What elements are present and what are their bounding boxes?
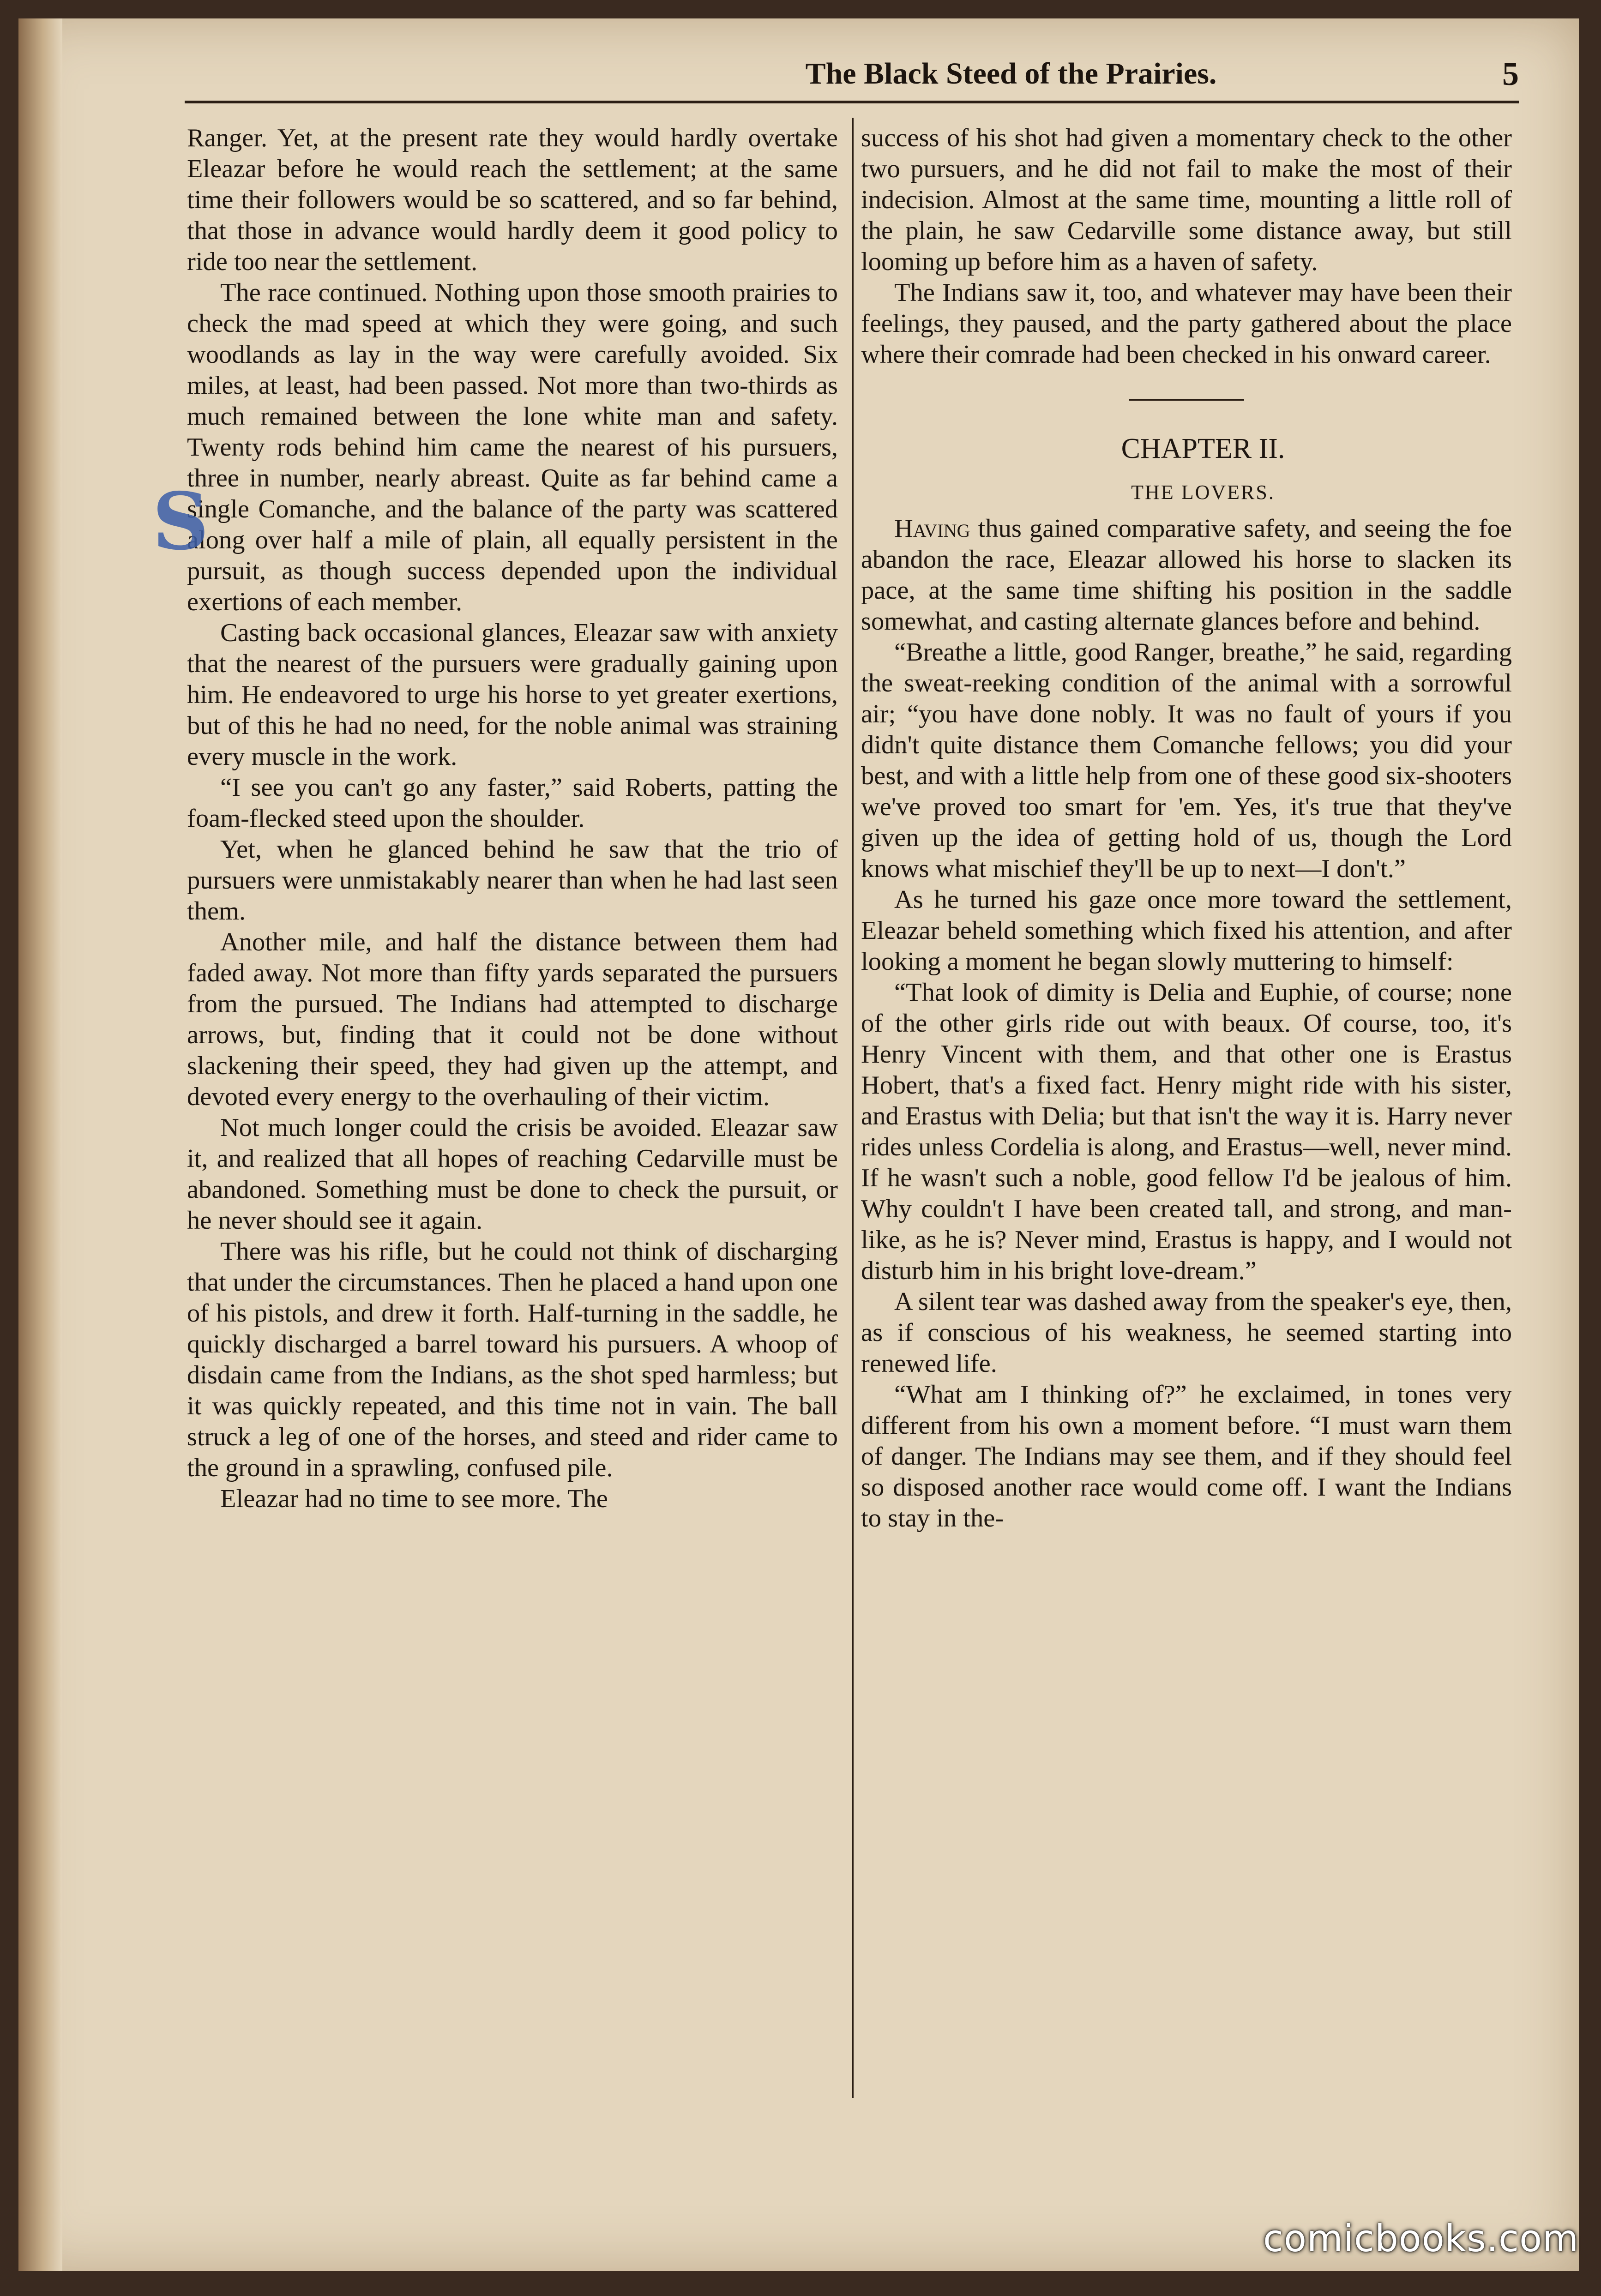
paragraph: A silent tear was dashed away from the speaker's eye, then, as if conscious of his weakness, he seemed starting into renewed life. xyxy=(861,1287,1512,1378)
paragraph: As he turned his gaze once more toward the settlement, Eleazar beheld something which fixed his attention, and after looking a moment he began slowly muttering to himself: xyxy=(861,885,1512,976)
paragraph: success of his shot had given a momentary check to the other two pursuers, and he did not fail to make the most of their indecision. Almost at the same time, mounting a little roll of the plain, he saw Cedarville some distance away, but still looming up before him as a haven of safety. xyxy=(861,124,1512,276)
paragraph: Casting back occasional glances, Eleazar saw with anxiety that the nearest of the pursuers were gradually gaining upon him. He endeavored to urge his horse to yet greater exertions, but of this he had no need, for the noble animal was straining every muscle in the work. xyxy=(187,619,838,771)
header-rule xyxy=(185,101,1519,103)
paragraph: “I see you can't go any faster,” said Roberts, patting the foam-flecked steed upon the shoulder. xyxy=(187,773,838,833)
paragraph: The Indians saw it, too, and whatever may have been their feelings, they paused, and the party gathered about the place where their comrade had been checked in his onward career. xyxy=(861,278,1512,369)
chapter-lead-word: Having xyxy=(894,514,970,543)
paragraph: Not much longer could the crisis be avoided. Eleazar saw it, and realized that all hopes of reaching Cedarville must be abandoned. Something must be done to check the pursuit, or he never should see it again. xyxy=(187,1113,838,1235)
paragraph: Ranger. Yet, at the present rate they would hardly overtake Eleazar before he would reach the settlement; at the same time their followers would be so scattered, and so far behind, that those in advance would hardly deem it good policy to ride too near the settlement. xyxy=(187,124,838,276)
paragraph: The race continued. Nothing upon those smooth prairies to check the mad speed at which they were going, and such woodlands as lay in the way were carefully avoided. Six miles, at least, had been passed. Not more than two-thirds as much remained between the lone white man and safety. Twenty rods behind him came the nearest of his pursuers, three in number, nearly abreast. Quite as far behind came a single Comanche, and the balance of the party was scattered along over half a mile of plain, all equally persistent in the pursuit, as though success depended upon the individual exertions of each member. xyxy=(187,278,838,616)
page-number: 5 xyxy=(1502,55,1519,92)
paragraph: “Breathe a little, good Ranger, breathe,” he said, regarding the sweat-reeking condition of the animal with a sorrowful air; “you have done nobly. It was no fault of yours if you didn't quite distance them Comanche fellows; you did your best, and with a little help from one of these good six-shooters we've proved too smart for 'em. Yes, it's true that they've given up the idea of getting hold of us, though the Lord knows what mischief they'll be up to next—I don't.” xyxy=(861,638,1512,883)
chapter-divider xyxy=(861,370,1512,426)
paragraph: “That look of dimity is Delia and Euphie, of course; none of the other girls ride out with beaux. Of course, too, it's Henry Vincent with them, and that other one is Erastus Hobert, that's a fixed fact. Henry might ride with his sister, and Erastus with Delia; but that isn't the way it is. Harry never rides unless Cordelia is along, and Erastus—well, never mind. If he wasn't such a noble, good fellow I'd be jealous of him. Why couldn't I have been created tall, and strong, and man-like, as he is? Never mind, Erastus is happy, and I would not disturb him in his bright love-dream.” xyxy=(861,978,1512,1285)
paragraph: Another mile, and half the distance between them had faded away. Not more than fifty yards separated the pursuers from the pursued. The Indians had attempted to discharge arrows, but, finding that it could not be done without slackening their speed, they had given up the attempt, and devoted every energy to the overhauling of their victim. xyxy=(187,928,838,1111)
chapter-title: CHAPTER II. xyxy=(1121,433,1285,464)
site-watermark: comicbooks.com xyxy=(1263,2217,1579,2260)
chapter-opening-paragraph xyxy=(861,513,1512,637)
column-divider xyxy=(852,118,854,2098)
running-title: The Black Steed of the Prairies. xyxy=(805,57,1217,90)
chapter-subtitle: THE LOVERS. xyxy=(1131,481,1275,504)
paragraph: Yet, when he glanced behind he saw that the trio of pursuers were unmistakably nearer than when he had last seen them. xyxy=(187,835,838,926)
binding-edge xyxy=(18,18,62,2271)
left-column xyxy=(187,123,838,1515)
paragraph: Eleazar had no time to see more. The xyxy=(220,1485,608,1513)
ink-stamp-letter: S xyxy=(152,475,209,568)
chapter-lead-text: thus gained comparative safety, and seeing the foe abandon the race, Eleazar allowed his horse to slacken its pace, at the same time shifting his position in the saddle somewhat, and casting alternate glances before and behind. xyxy=(861,514,1512,636)
right-column xyxy=(861,123,1512,1534)
paragraph: “What am I thinking of?” he exclaimed, in tones very different from his own a moment before. “I must warn them of danger. The Indians may see them, and if they should feel so disposed another race would come off. I want the Indians to stay in the- xyxy=(861,1380,1512,1533)
paragraph: There was his rifle, but he could not think of discharging that under the circumstances. Then he placed a hand upon one of his pistols, and drew it forth. Half-turning in the saddle, he quickly discharged a barrel toward his pursuers. A whoop of disdain came from the Indians, as the shot sped harmless; but it was quickly repeated, and this time not in vain. The ball struck a leg of one of the horses, and steed and rider came to the ground in a sprawling, confused pile. xyxy=(187,1237,838,1482)
